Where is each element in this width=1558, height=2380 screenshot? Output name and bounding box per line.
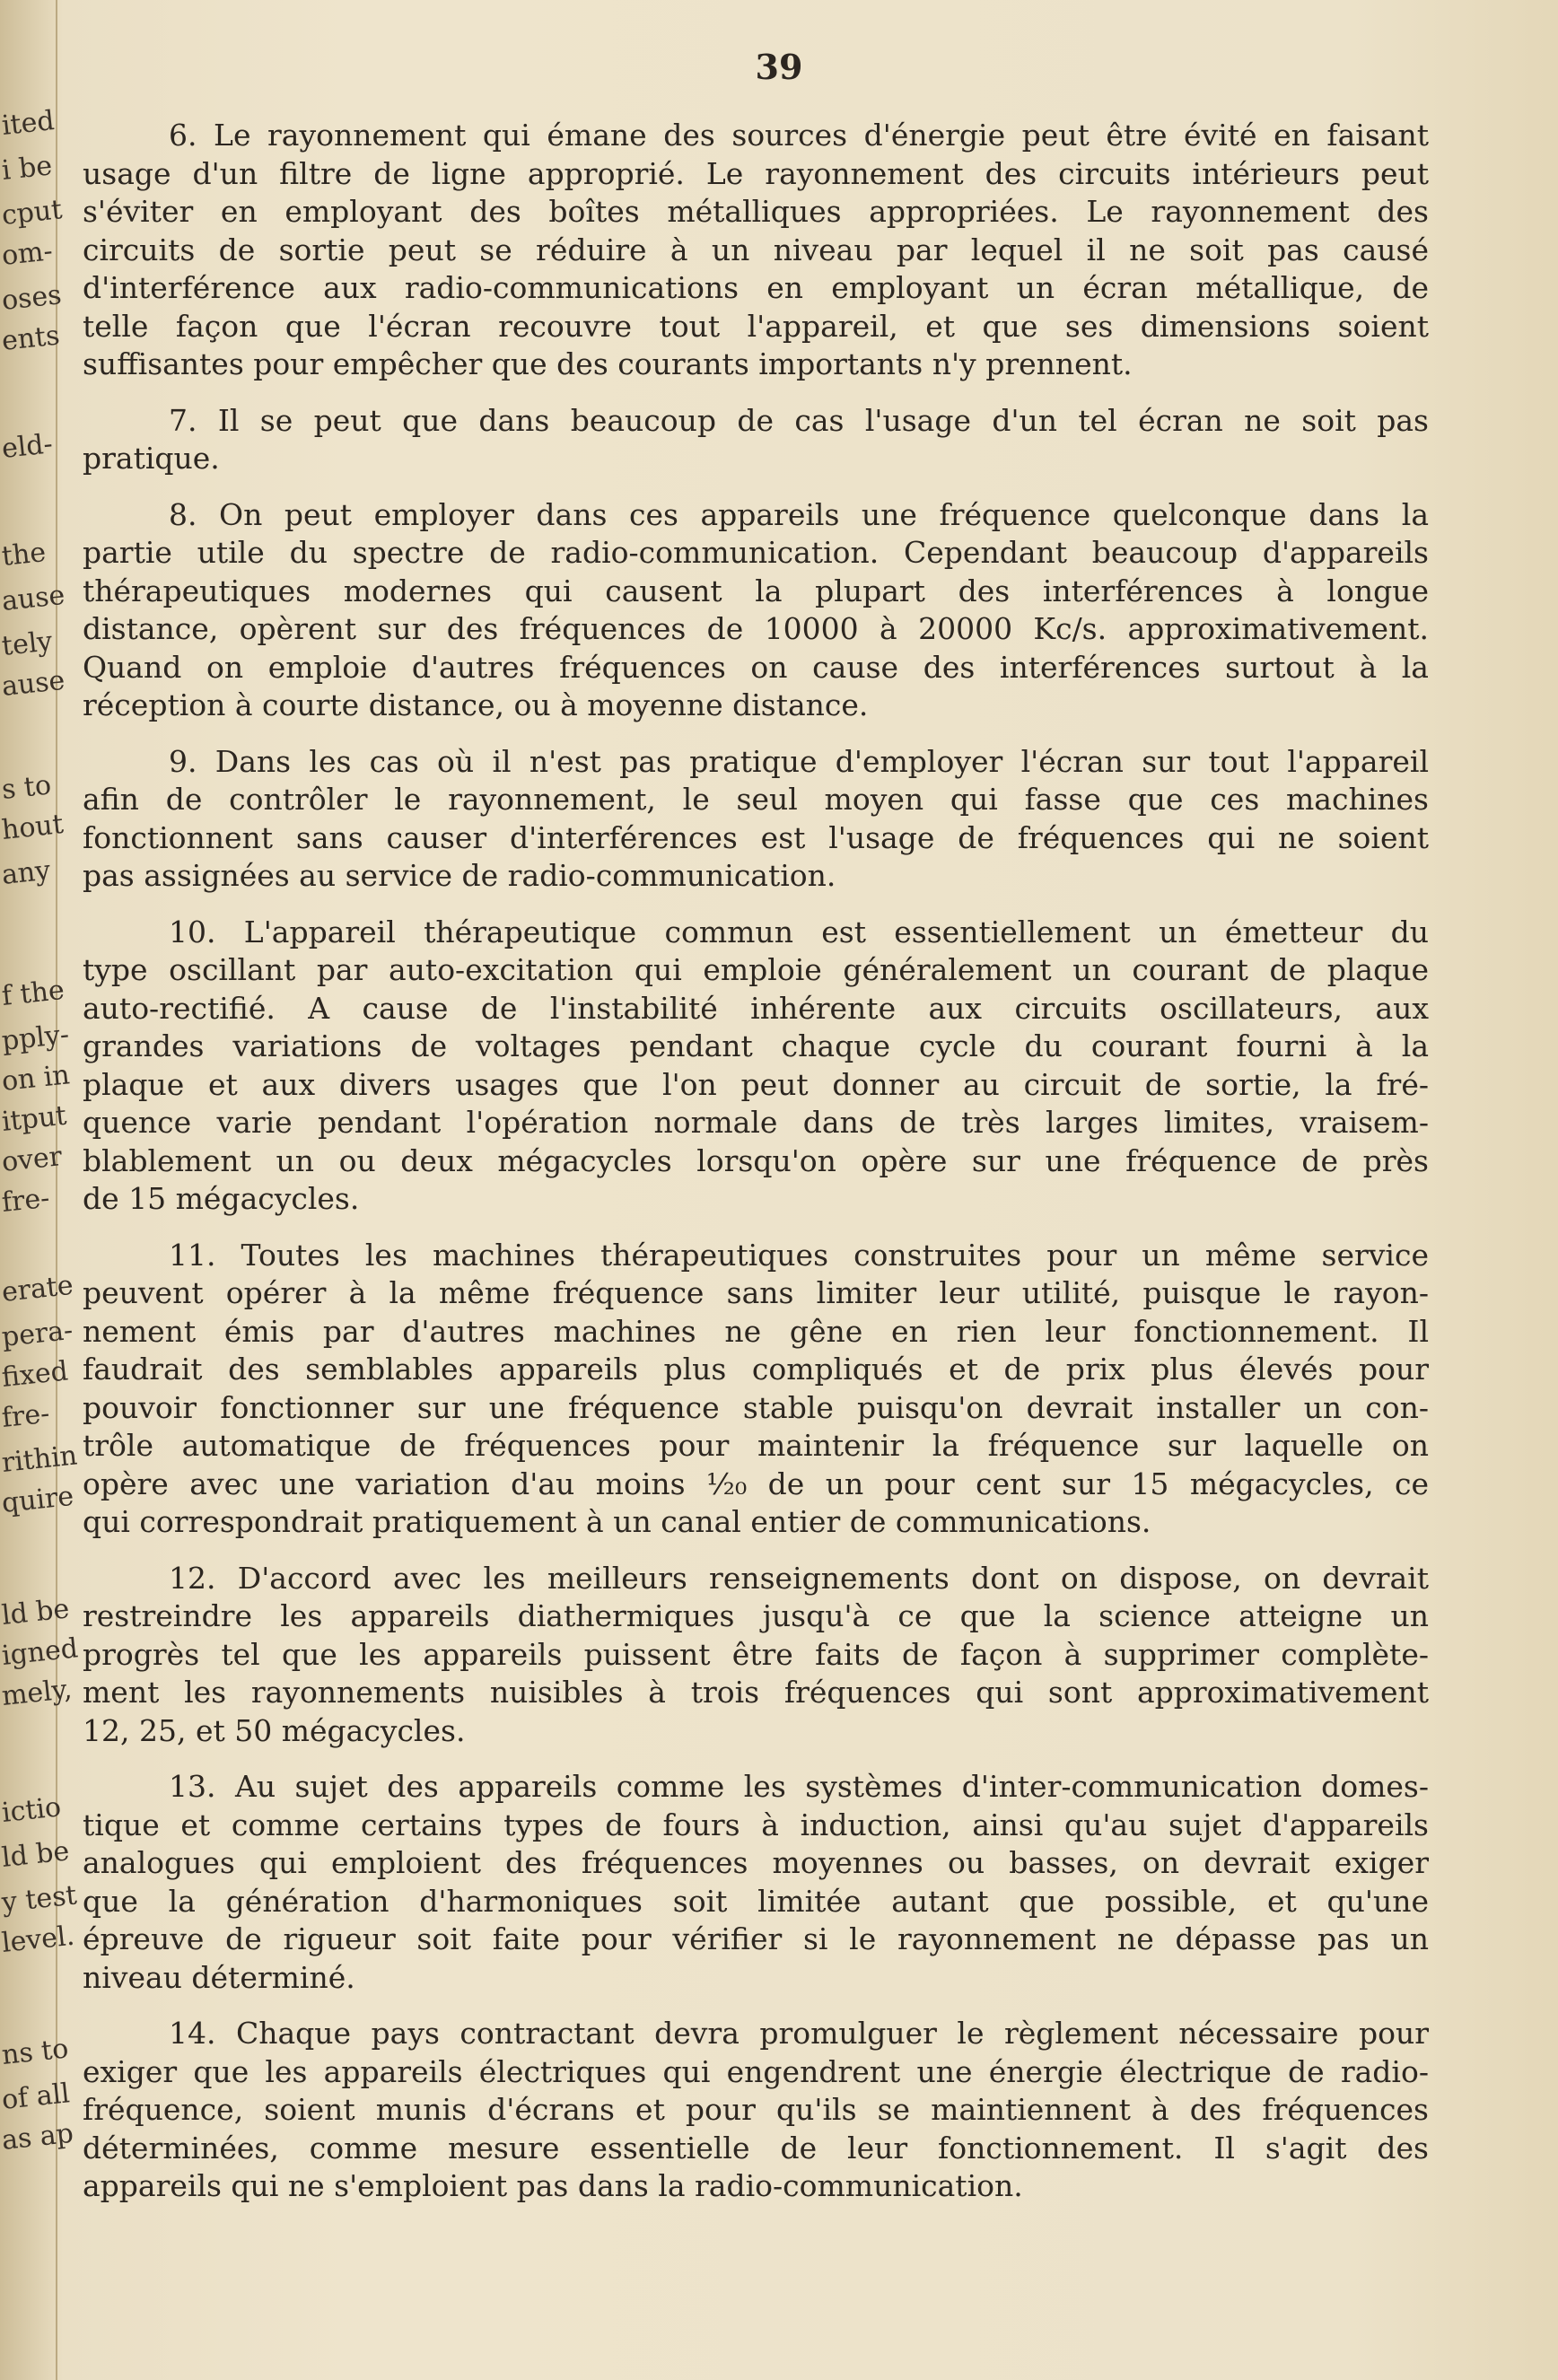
margin-fragment: mely, xyxy=(0,1673,74,1712)
margin-fragment: ited xyxy=(0,105,57,142)
line-text: niveau déterminé. xyxy=(83,1959,355,1995)
margin-fragment: ause xyxy=(0,579,66,617)
paragraph-first-line xyxy=(83,1237,1429,1275)
paragraph xyxy=(83,402,1429,478)
paragraph-line xyxy=(83,346,1429,384)
line-text: restreindre les appareils diathermiques jusqu'à ce que la science atteigne un xyxy=(83,1598,1429,1633)
margin-fragment: ause xyxy=(0,664,66,703)
margin-fragment: on in xyxy=(0,1059,72,1098)
paragraph-line xyxy=(83,1274,1429,1313)
line-text: progrès tel que les appareils puissent être faits de façon à supprimer complète- xyxy=(83,1636,1429,1672)
line-text: pouvoir fonctionner sur une fréquence stable puisqu'on devrait installer un con- xyxy=(83,1389,1429,1425)
line-text: Le rayonnement qui émane des sources d'énergie peut être évité en faisant xyxy=(214,118,1429,153)
paragraph-first-line xyxy=(83,1560,1429,1598)
paragraph-line xyxy=(83,1844,1429,1883)
paragraph-line xyxy=(83,1180,1429,1219)
line-text: usage d'un filtre de ligne approprié. Le rayonnement des circuits intérieurs peut xyxy=(83,155,1429,191)
paragraph-line xyxy=(83,1807,1429,1845)
paragraph-line xyxy=(83,1883,1429,1921)
paragraph-first-line xyxy=(83,1768,1429,1807)
margin-fragment: i be xyxy=(0,150,54,187)
line-text: fréquence, soient munis d'écrans et pour qu'ils se maintiennent à des fréquences xyxy=(83,2092,1429,2127)
paragraph-number: 8. xyxy=(169,496,220,532)
paragraph-line xyxy=(83,308,1429,346)
margin-fragment: om- xyxy=(0,235,55,272)
line-text: opère avec une variation d'au moins ½₀ de un pour cent sur 15 mégacycles, ce xyxy=(83,1466,1429,1501)
paragraph-line xyxy=(83,1389,1429,1428)
paragraph-line xyxy=(83,1313,1429,1352)
margin-fragment: ld be xyxy=(0,1593,71,1632)
line-text: type oscillant par auto-excitation qui emploie généralement un courant de plaque xyxy=(83,952,1429,987)
margin-fragment: hout xyxy=(0,808,66,846)
line-text: ment les rayonnements nuisibles à trois fréquences qui sont approximativement xyxy=(83,1675,1429,1710)
line-text: d'interférence aux radio-communications en employant un écran métallique, de xyxy=(83,270,1429,305)
paragraph-line xyxy=(83,193,1429,232)
line-text: pratique. xyxy=(83,441,220,476)
paragraph-number: 10. xyxy=(169,914,244,949)
line-text: Il se peut que dans beaucoup de cas l'usage d'un tel écran ne soit pas xyxy=(217,402,1429,438)
paragraph-line xyxy=(83,687,1429,725)
line-text: épreuve de rigueur soit faite pour vérifier si le rayonnement ne dépasse pas un xyxy=(83,1921,1429,1956)
paragraph-line xyxy=(83,819,1429,858)
paragraph-line xyxy=(83,1466,1429,1504)
line-text: Chaque pays contractant devra promulguer le règlement nécessaire pour xyxy=(235,2016,1429,2051)
margin-fragment: itput xyxy=(0,1099,68,1138)
line-text: Toutes les machines thérapeutiques construites pour un même service xyxy=(241,1237,1429,1273)
margin-fragment: oses xyxy=(0,279,64,317)
line-text: D'accord avec les meilleurs renseignements dont on dispose, on devrait xyxy=(237,1560,1429,1596)
paragraph-line xyxy=(83,1712,1429,1751)
line-text: de 15 mégacycles. xyxy=(83,1181,360,1216)
margin-fragment: igned xyxy=(0,1632,80,1672)
paragraph-number: 14. xyxy=(169,2016,236,2051)
line-text: circuits de sortie peut se réduire à un niveau par lequel il ne soit pas causé xyxy=(83,232,1429,267)
paragraph-line xyxy=(83,1674,1429,1712)
paragraph-line xyxy=(83,2091,1429,2130)
margin-fragment: of all xyxy=(0,2078,72,2116)
paragraph-line xyxy=(83,610,1429,649)
paragraph-line xyxy=(83,990,1429,1028)
paragraph-line xyxy=(83,573,1429,611)
line-text: L'appareil thérapeutique commun est essentiellement un émetteur du xyxy=(243,914,1429,949)
paragraph-first-line xyxy=(83,914,1429,952)
paragraph-first-line xyxy=(83,117,1429,155)
line-text: quence varie pendant l'opération normale dans de très larges limites, vraisem- xyxy=(83,1105,1429,1140)
page-body xyxy=(83,117,1429,2224)
line-text: trôle automatique de fréquences pour maintenir la fréquence sur laquelle on xyxy=(83,1428,1429,1463)
margin-fragment: ld be xyxy=(0,1835,71,1874)
paragraph-line xyxy=(83,534,1429,573)
paragraph-line xyxy=(83,1921,1429,1959)
paragraph-line xyxy=(83,1597,1429,1636)
margin-fragment: eld- xyxy=(0,428,55,465)
line-text: nement émis par d'autres machines ne gêne en rien leur fonctionnement. Il xyxy=(83,1313,1429,1349)
margin-fragment: any xyxy=(0,854,52,891)
paragraph-first-line xyxy=(83,402,1429,441)
line-text: qui correspondrait pratiquement à un canal entier de communications. xyxy=(83,1504,1151,1539)
margin-fragment: fixed xyxy=(0,1355,70,1394)
line-text: telle façon que l'écran recouvre tout l'appareil, et que ses dimensions soient xyxy=(83,308,1429,344)
margin-fragment: cput xyxy=(0,194,64,232)
line-text: exiger que les appareils électriques qui engendrent une énergie électrique de radio- xyxy=(83,2053,1429,2089)
line-text: déterminées, comme mesure essentielle de leur fonctionnement. Il s'agit des xyxy=(83,2130,1429,2166)
line-text: pas assignées au service de radio-communication. xyxy=(83,858,836,893)
margin-fragment: s to xyxy=(0,769,53,806)
line-text: grandes variations de voltages pendant chaque cycle du courant fourni à la xyxy=(83,1028,1429,1063)
paragraph xyxy=(83,2015,1429,2206)
paragraph-number: 6. xyxy=(169,118,214,153)
page-number: 39 xyxy=(755,47,803,87)
line-text: partie utile du spectre de radio-communication. Cependant beaucoup d'appareils xyxy=(83,535,1429,570)
paragraph-first-line xyxy=(83,2015,1429,2053)
paragraph-first-line xyxy=(83,496,1429,535)
paragraph-line xyxy=(83,1427,1429,1466)
paragraph xyxy=(83,117,1429,384)
margin-fragment: the xyxy=(0,536,48,573)
line-text: distance, opèrent sur des fréquences de 10000 à 20000 Kc/s. approximativement. xyxy=(83,611,1429,646)
paragraph xyxy=(83,1237,1429,1542)
line-text: afin de contrôler le rayonnement, le seul moyen qui fasse que ces machines xyxy=(83,782,1429,817)
line-text: appareils qui ne s'emploient pas dans la radio-communication. xyxy=(83,2168,1023,2203)
margin-fragment: level. xyxy=(0,1920,76,1959)
margin-fragment: tely xyxy=(0,626,54,662)
margin-fragment: fre- xyxy=(0,1397,51,1434)
margin-fragment: erate xyxy=(0,1269,75,1308)
line-text: Dans les cas où il n'est pas pratique d'employer l'écran sur tout l'appareil xyxy=(214,743,1429,779)
paragraph-line xyxy=(83,232,1429,270)
line-text: thérapeutiques modernes qui causent la plupart des interférences à longue xyxy=(83,573,1429,608)
paragraph-line xyxy=(83,781,1429,819)
paragraph-number: 7. xyxy=(169,402,218,438)
line-text: tique et comme certains types de fours à induction, ainsi qu'au sujet d'appareils xyxy=(83,1807,1429,1842)
paragraph-number: 13. xyxy=(169,1769,235,1804)
line-text: plaque et aux divers usages que l'on peut donner au circuit de sortie, la fré- xyxy=(83,1066,1429,1102)
margin-fragment: as ap xyxy=(0,2117,75,2157)
line-text: faudrait des semblables appareils plus compliqués et de prix plus élevés pour xyxy=(83,1352,1429,1387)
paragraph xyxy=(83,1768,1429,1997)
paragraph-line xyxy=(83,2167,1429,2206)
margin-fragment: ictio xyxy=(0,1791,63,1829)
paragraph-number: 11. xyxy=(169,1237,241,1273)
paragraph-line xyxy=(83,649,1429,687)
margin-fragment: rithin xyxy=(0,1439,79,1479)
line-text: On peut employer dans ces appareils une fréquence quelconque dans la xyxy=(219,496,1429,532)
paragraph-first-line xyxy=(83,743,1429,782)
paragraph-line xyxy=(83,857,1429,896)
paragraph-line xyxy=(83,1503,1429,1542)
margin-fragment: quire xyxy=(0,1480,75,1519)
paragraph xyxy=(83,743,1429,896)
paragraph-line xyxy=(83,1028,1429,1066)
line-text: auto-rectifié. A cause de l'instabilité inhérente aux circuits oscillateurs, aux xyxy=(83,990,1429,1026)
line-text: 12, 25, et 50 mégacycles. xyxy=(83,1712,466,1748)
margin-fragment: ents xyxy=(0,319,62,357)
paragraph xyxy=(83,914,1429,1219)
margin-fragment: fre- xyxy=(0,1182,51,1219)
line-text: suffisantes pour empêcher que des courants importants n'y prennent. xyxy=(83,346,1133,381)
margin-fragment: y test xyxy=(0,1879,79,1919)
paragraph-number: 9. xyxy=(169,743,215,779)
margin-fragment: ns to xyxy=(0,2033,70,2071)
paragraph-line xyxy=(83,1104,1429,1142)
paragraph-line xyxy=(83,440,1429,478)
paragraph-line xyxy=(83,1636,1429,1675)
paragraph-line xyxy=(83,2053,1429,2092)
line-text: peuvent opérer à la même fréquence sans limiter leur utilité, puisque le rayon- xyxy=(83,1275,1429,1310)
margin-fragment: over xyxy=(0,1141,64,1178)
paragraph-line xyxy=(83,2130,1429,2168)
line-text: s'éviter en employant des boîtes métalliques appropriées. Le rayonnement des xyxy=(83,194,1429,229)
line-text: Quand on emploie d'autres fréquences on cause des interférences surtout à la xyxy=(83,649,1429,685)
paragraph-line xyxy=(83,269,1429,308)
line-text: Au sujet des appareils comme les systèmes d'inter-communication domes- xyxy=(234,1769,1429,1804)
paragraph xyxy=(83,496,1429,725)
line-text: analogues qui emploient des fréquences moyennes ou basses, on devrait exiger xyxy=(83,1845,1429,1880)
paragraph-line xyxy=(83,1142,1429,1181)
margin-fragment: f the xyxy=(0,974,66,1012)
margin-fragment: pera- xyxy=(0,1314,74,1353)
paragraph-line xyxy=(83,1351,1429,1389)
paragraph-line xyxy=(83,155,1429,194)
previous-page-margin xyxy=(0,0,80,2380)
line-text: réception à courte distance, ou à moyenne distance. xyxy=(83,687,869,722)
paragraph-line xyxy=(83,951,1429,990)
paragraph-line xyxy=(83,1066,1429,1105)
margin-fragment: pply- xyxy=(0,1019,71,1057)
line-text: fonctionnent sans causer d'interférences est l'usage de fréquences qui ne soient xyxy=(83,819,1429,855)
paragraph-number: 12. xyxy=(169,1560,238,1596)
line-text: blablement un ou deux mégacycles lorsqu'on opère sur une fréquence de près xyxy=(83,1142,1429,1178)
paragraph xyxy=(83,1560,1429,1751)
paragraph-line xyxy=(83,1959,1429,1998)
line-text: que la génération d'harmoniques soit limitée autant que possible, et qu'une xyxy=(83,1883,1429,1919)
